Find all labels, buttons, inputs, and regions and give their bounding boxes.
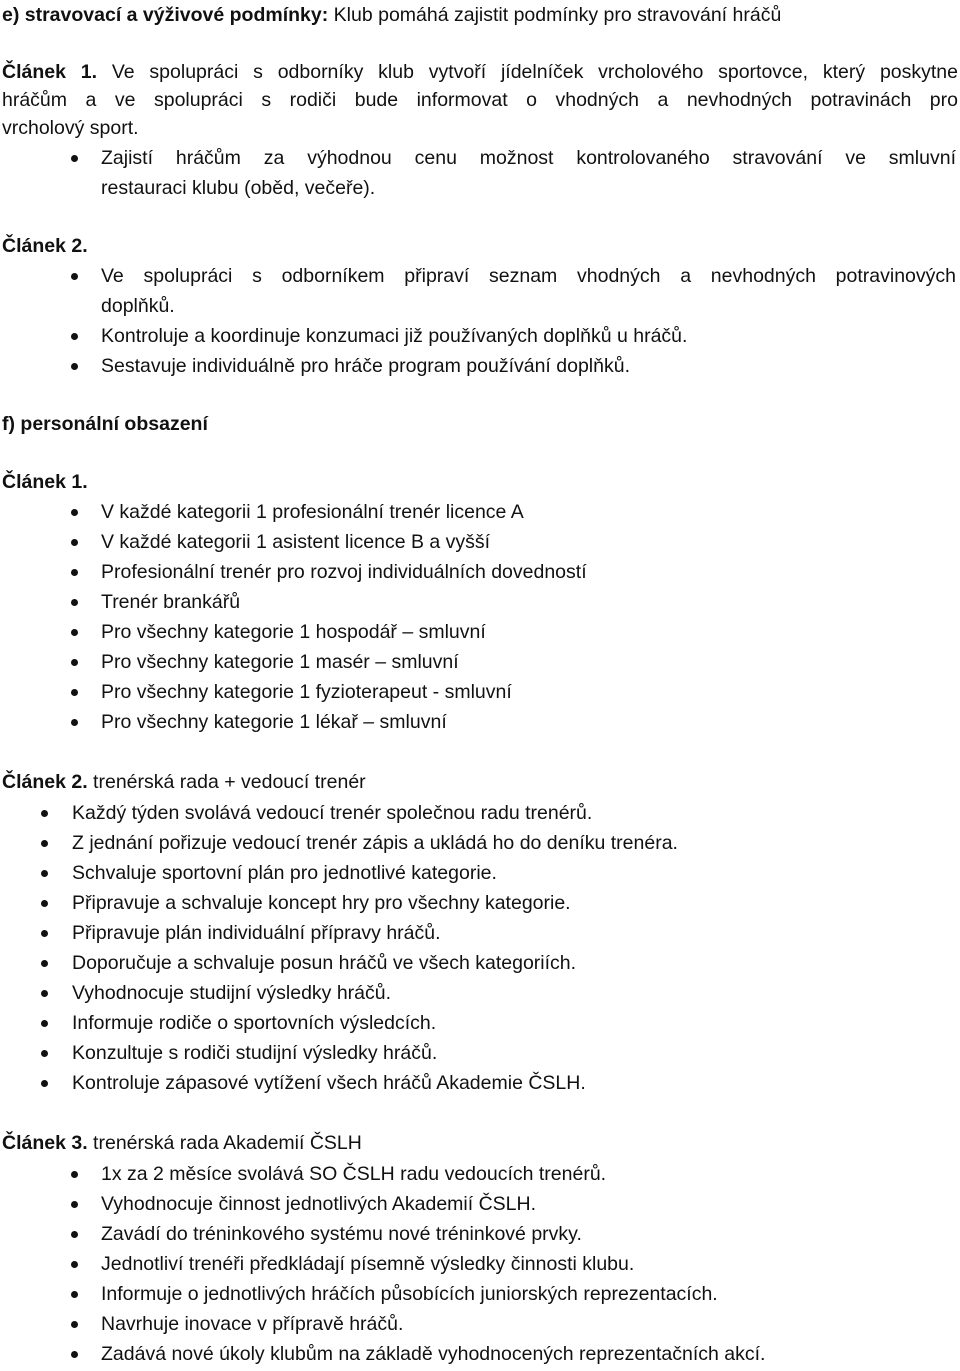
list-item [0, 1219, 765, 1249]
list-item [0, 1008, 678, 1038]
list-item-text: Vyhodnocuje studijní výsledky hráčů. [72, 982, 392, 1004]
bullet-icon [71, 599, 78, 606]
bullet-icon [71, 155, 78, 162]
list-item [0, 1279, 765, 1309]
bullet-icon [41, 1020, 48, 1027]
bullet-icon [71, 273, 78, 280]
section-e-article1-line1 [2, 57, 958, 87]
article-label: Článek 3. [2, 1132, 88, 1154]
list-item-text: Připravuje plán individuální přípravy hráčů. [72, 922, 441, 944]
bullet-icon [71, 363, 78, 370]
list-item-text: Pro všechny kategorie 1 fyzioterapeut - smluvní [101, 681, 512, 703]
list-item-text: 1x za 2 měsíce svolává SO ČSLH radu vedoucích trenérů. [101, 1163, 607, 1185]
list-item [0, 1249, 765, 1279]
list-item [0, 527, 587, 557]
list-item-text: Informuje o jednotlivých hráčích působících juniorských reprezentacích. [101, 1283, 718, 1305]
list-item-text: Jednotliví trenéři předkládají písemně výsledky činnosti klubu. [101, 1253, 635, 1275]
bullet-icon [71, 539, 78, 546]
section-f-article1-list [0, 497, 587, 737]
bullet-icon [41, 990, 48, 997]
list-item-text: Vyhodnocuje činnost jednotlivých Akademií ČSLH. [101, 1193, 537, 1215]
list-item [0, 1189, 765, 1219]
list-item [0, 948, 678, 978]
list-item [0, 828, 678, 858]
list-item-text: Každý týden svolává vedoucí trenér společnou radu trenérů. [72, 802, 593, 824]
bullet-icon [71, 719, 78, 726]
list-item-text: V každé kategorii 1 asistent licence B a vyšší [101, 531, 491, 553]
section-f-article3-heading [2, 1128, 362, 1158]
bullet-icon [71, 659, 78, 666]
bullet-icon [41, 900, 48, 907]
list-item [0, 497, 587, 527]
bullet-icon [71, 1321, 78, 1328]
bullet-icon [41, 960, 48, 967]
bullet-icon [41, 930, 48, 937]
section-e-heading-label: e) stravovací a výživové podmínky: [2, 4, 329, 26]
bullet-icon [71, 1291, 78, 1298]
list-item [0, 143, 956, 203]
list-item [0, 1068, 678, 1098]
list-item [0, 677, 587, 707]
list-item-text-line1: Zajistí hráčům za výhodnou cenu možnost kontrolovaného stravování ve smluvní [101, 147, 956, 169]
list-item-text: Doporučuje a schvaluje posun hráčů ve všech kategoriích. [72, 952, 577, 974]
list-item-text: Informuje rodiče o sportovních výsledcích. [72, 1012, 437, 1034]
section-f-article1-label: Článek 1. [2, 471, 88, 493]
section-f-heading: f) personální obsazení [2, 413, 208, 435]
bullet-icon [71, 689, 78, 696]
article-title: trenérská rada Akademií ČSLH [87, 1132, 362, 1154]
article-title: trenérská rada + vedoucí trenér [87, 771, 366, 793]
list-item-text: Z jednání pořizuje vedoucí trenér zápis a ukládá ho do deníku trenéra. [72, 832, 678, 854]
list-item-text: Pro všechny kategorie 1 lékař – smluvní [101, 711, 447, 733]
list-item [0, 798, 678, 828]
list-item-text-line2: doplňků. [101, 295, 175, 317]
article-label: Článek 2. [2, 771, 88, 793]
list-item-text-line1: Ve spolupráci s odborníkem připraví seznam vhodných a nevhodných potravinových [101, 265, 956, 287]
list-item [0, 1339, 765, 1369]
section-e-article1-line3: vrcholový sport. [2, 117, 139, 139]
bullet-icon [41, 810, 48, 817]
list-item [0, 647, 587, 677]
bullet-icon [41, 840, 48, 847]
list-item [0, 978, 678, 1008]
list-item-text: Pro všechny kategorie 1 masér – smluvní [101, 651, 459, 673]
list-item [0, 617, 587, 647]
list-item [0, 858, 678, 888]
list-item-text: Konzultuje s rodiči studijní výsledky hráčů. [72, 1042, 438, 1064]
bullet-icon [41, 1050, 48, 1057]
list-item-text: Kontroluje a koordinuje konzumaci již používaných doplňků u hráčů. [101, 325, 688, 347]
list-item-text-line2: restauraci klubu (oběd, večeře). [101, 177, 376, 199]
list-item [0, 918, 678, 948]
list-item-text: Sestavuje individuálně pro hráče program používání doplňků. [101, 355, 630, 377]
bullet-icon [71, 1351, 78, 1358]
list-item-text: Zavádí do tréninkového systému nové tréninkové prvky. [101, 1223, 582, 1245]
list-item-text: Připravuje a schvaluje koncept hry pro všechny kategorie. [72, 892, 571, 914]
section-e-article2-label: Článek 2. [2, 235, 88, 257]
section-e-heading-text: Klub pomáhá zajistit podmínky pro stravování hráčů [328, 4, 782, 26]
list-item [0, 261, 956, 321]
bullet-icon [71, 1171, 78, 1178]
bullet-icon [71, 509, 78, 516]
section-f-article2-list [0, 798, 678, 1098]
list-item [0, 1309, 765, 1339]
article-label: Článek 1. [2, 61, 98, 83]
list-item-text: Zadává nové úkoly klubům na základě vyhodnocených reprezentačních akcí. [101, 1343, 766, 1365]
bullet-icon [71, 629, 78, 636]
section-f-article2-heading [2, 767, 366, 797]
section-f-article3-list [0, 1159, 765, 1369]
list-item [0, 557, 587, 587]
bullet-icon [41, 870, 48, 877]
list-item [0, 351, 956, 381]
list-item-text: Navrhuje inovace v přípravě hráčů. [101, 1313, 404, 1335]
list-item-text: Trenér brankářů [101, 591, 241, 613]
section-e-heading [2, 0, 781, 30]
list-item-text: V každé kategorii 1 profesionální trenér licence A [101, 501, 524, 523]
section-e-article1-list [0, 143, 956, 203]
bullet-icon [71, 1231, 78, 1238]
bullet-icon [71, 1261, 78, 1268]
list-item [0, 888, 678, 918]
bullet-icon [71, 569, 78, 576]
list-item [0, 1159, 765, 1189]
section-e-article2-list [0, 261, 956, 381]
list-item [0, 587, 587, 617]
list-item-text: Schvaluje sportovní plán pro jednotlivé kategorie. [72, 862, 497, 884]
bullet-icon [71, 333, 78, 340]
list-item [0, 1038, 678, 1068]
list-item-text: Profesionální trenér pro rozvoj individuálních dovedností [101, 561, 587, 583]
article-text: Ve spolupráci s odborníky klub vytvoří jídelníček vrcholového sportovce, který poskytne [97, 61, 958, 83]
list-item-text: Kontroluje zápasové vytížení všech hráčů Akademie ČSLH. [72, 1072, 586, 1094]
bullet-icon [71, 1201, 78, 1208]
bullet-icon [41, 1080, 48, 1087]
list-item-text: Pro všechny kategorie 1 hospodář – smluvní [101, 621, 486, 643]
list-item [0, 707, 587, 737]
section-e-article1-line2: hráčům a ve spolupráci s rodiči bude informovat o vhodných a nevhodných potravinách pro [2, 89, 958, 111]
list-item [0, 321, 956, 351]
